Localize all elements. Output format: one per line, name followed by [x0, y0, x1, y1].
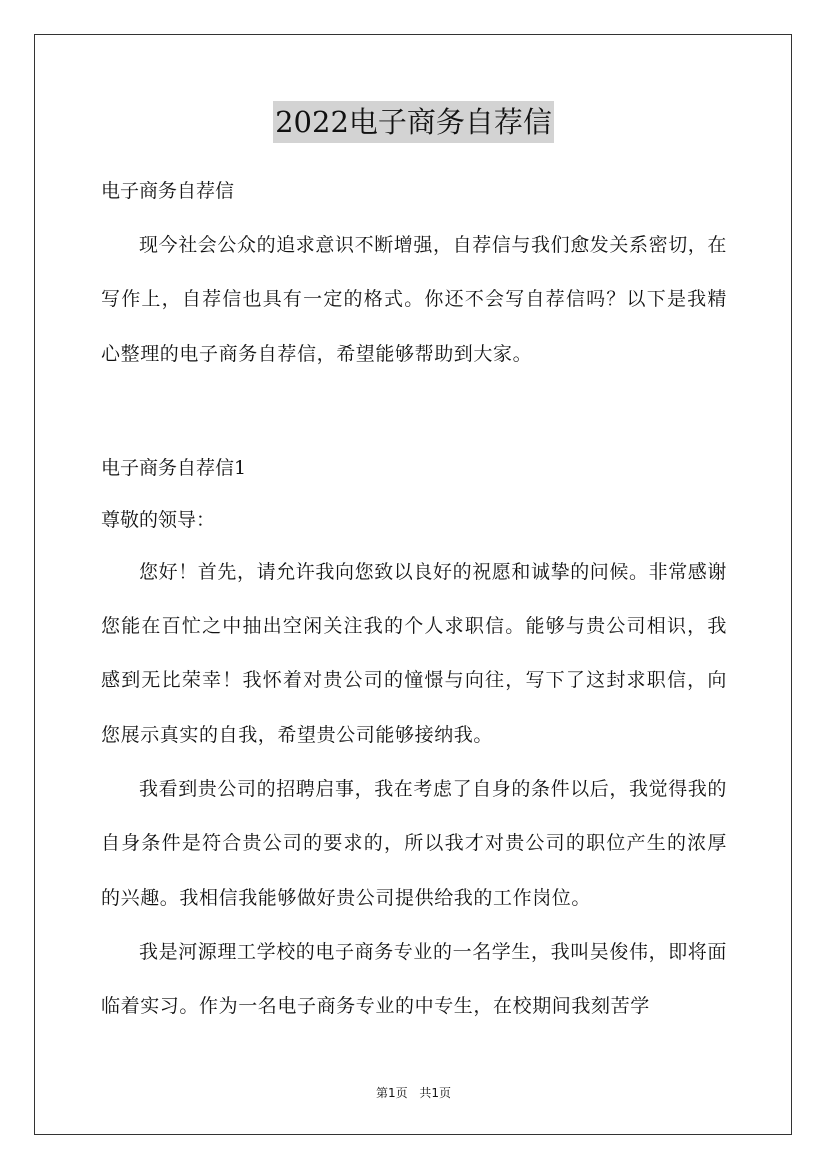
page-number: 第1页 — [375, 1086, 408, 1100]
document-title: 2022电子商务自荐信 — [273, 101, 554, 143]
letter-heading: 电子商务自荐信1 — [101, 456, 247, 479]
body-paragraph: 我是河源理工学校的电子商务专业的一名学生，我叫吴俊伟，即将面临着实习。作为一名电子商务专业的中专生，在校期间我刻苦学 — [101, 940, 728, 1018]
page-footer — [0, 1084, 827, 1101]
document-body — [101, 174, 727, 1034]
body-paragraph: 您好！首先，请允许我向您致以良好的祝愿和诚挚的问候。非常感谢您能在百忙之中抽出空闲关注我的个人求职信。能够与贵公司相识，我感到无比荣幸！我怀着对贵公司的憧憬与向往，写下了这封求职信，向您展示真实的自我，希望贵公司能够接纳我。 — [101, 560, 728, 746]
intro-paragraph: 现今社会公众的追求意识不断增强，自荐信与我们愈发关系密切，在写作上，自荐信也具有一定的格式。你还不会写自荐信吗？以下是我精心整理的电子商务自荐信，希望能够帮助到大家。 — [101, 234, 728, 365]
salutation: 尊敬的领导： — [101, 508, 216, 531]
body-paragraph: 我看到贵公司的招聘启事，我在考虑了自身的条件以后，我觉得我的自身条件是符合贵公司的要求的，所以我才对贵公司的职位产生的浓厚的兴趣。我相信我能够做好贵公司提供给我的工作岗位。 — [101, 778, 728, 909]
title-container — [0, 101, 827, 143]
spacer — [101, 381, 727, 451]
page-total: 共1页 — [419, 1086, 452, 1100]
section-heading: 电子商务自荐信 — [101, 180, 235, 202]
